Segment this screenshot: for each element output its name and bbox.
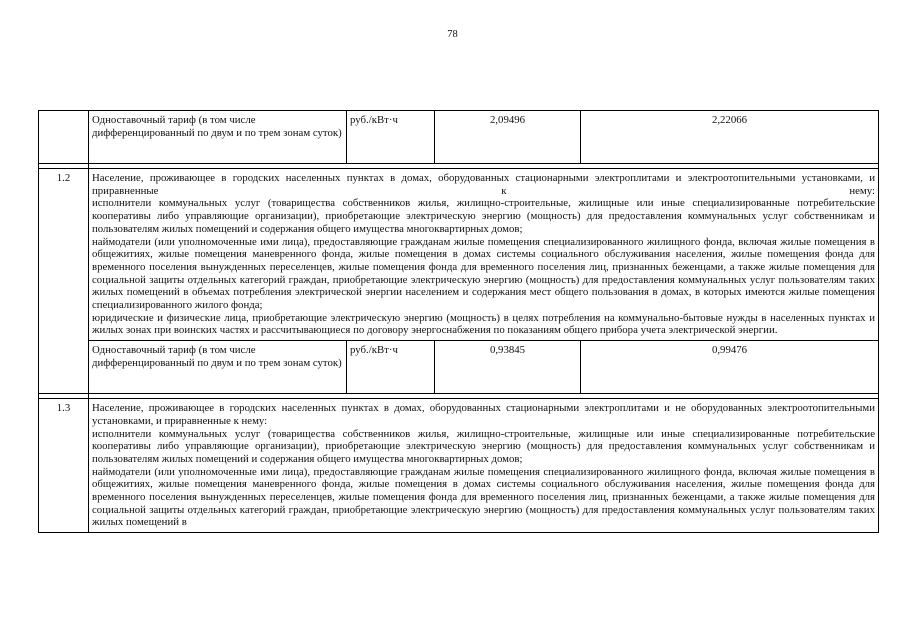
section-description-1-3 <box>89 399 879 533</box>
page-number: 78 <box>447 29 458 40</box>
section-number-1-3: 1.3 <box>39 399 89 533</box>
section-1-2-paragraph-4: юридические и физические лица, приобретающие электрическую энергию (мощность) в целях потребления на коммунально-бытовые нужды в населенных пунктах и жилых зонах при воинских частях и рассчитывающиеся по договору энергоснабжения по показаниям общего прибора учета электрической энергии. <box>92 311 875 337</box>
section-description-1-2 <box>89 169 879 341</box>
unit-cell: руб./кВт·ч <box>347 111 435 164</box>
table-row-section-1-3 <box>39 399 879 533</box>
section-1-2-paragraph-2: исполнители коммунальных услуг (товарищества собственников жилья, жилищно-строительные, жилищные или иные специализированные потребительские кооперативы либо управляющие организации), приобретающие электрическую энергию (мощность) для предоставления коммунальных услуг собственникам и пользователям жилых помещений и содержания общего имущества многоквартирных домов; <box>92 197 875 235</box>
value-cell-1: 2,09496 <box>435 111 581 164</box>
rate-label-cell: Одноставочный тариф (в том числе дифференцированный по двум и по трем зонам суток) <box>89 341 347 394</box>
unit-cell: руб./кВт·ч <box>347 341 435 394</box>
tariff-table <box>38 110 879 533</box>
table-row-rate-1-2 <box>39 341 879 394</box>
section-number-1-2: 1.2 <box>39 169 89 394</box>
value-cell-2: 0,99476 <box>581 341 879 394</box>
table-row-prev-rate <box>39 111 879 164</box>
rate-label-cell: Одноставочный тариф (в том числе дифференцированный по двум и по трем зонам суток) <box>89 111 347 164</box>
value-cell-1: 0,93845 <box>435 341 581 394</box>
section-1-3-paragraph-1: Население, проживающее в городских населенных пунктах в домах, оборудованных стационарными электроплитами и не оборудованных электроотопительными установками, и приравненные к нему: <box>92 402 875 427</box>
row-number-cell <box>39 111 89 164</box>
section-1-3-paragraph-2: исполнители коммунальных услуг (товарищества собственников жилья, жилищно-строительные, жилищные или иные специализированные потребительские кооперативы либо управляющие организации), приобретающие электрическую энергию (мощность) для предоставления коммунальных услуг собственникам и пользователям жилых помещений и содержания общего имущества многоквартирных домов; <box>92 427 875 465</box>
section-1-3-paragraph-3: наймодатели (или уполномоченные ими лица), предоставляющие гражданам жилые помещения специализированного жилищного фонда, включая жилые помещения в общежитиях, жилые помещения маневренного фонда, жилые помещения в домах системы социального обслуживания населения, жилые помещения фонда для временного поселения вынужденных переселенцев, жилые помещения фонда для временного поселения лиц, признанных беженцами, а также жилые помещения для социальной защиты отдельных категорий граждан, приобретающие электрическую энергию (мощность) для предоставления коммунальных услуг пользователям таких жилых помещений в <box>92 465 875 529</box>
section-1-2-paragraph-1: Население, проживающее в городских населенных пунктах в домах, оборудованных стационарными электроплитами и электроотопительными установками, и приравненные к нему: <box>92 172 875 197</box>
table-row-section-1-2 <box>39 169 879 341</box>
section-1-2-paragraph-3: наймодатели (или уполномоченные ими лица), предоставляющие гражданам жилые помещения специализированного жилищного фонда, включая жилые помещения в общежитиях, жилые помещения маневренного фонда, жилые помещения в домах системы социального обслуживания населения, жилые помещения фонда для временного поселения вынужденных переселенцев, жилые помещения фонда для временного поселения лиц, признанных беженцами, а также жилые помещения для социальной защиты отдельных категорий граждан, приобретающие электрическую энергию (мощность) для предоставления коммунальных услуг пользователям таких жилых помещений в объемах потребления электрической энергии населением и содержания мест общего пользования в домах, в которых имеются жилые помещения специализированного жилого фонда; <box>92 235 875 312</box>
value-cell-2: 2,22066 <box>581 111 879 164</box>
